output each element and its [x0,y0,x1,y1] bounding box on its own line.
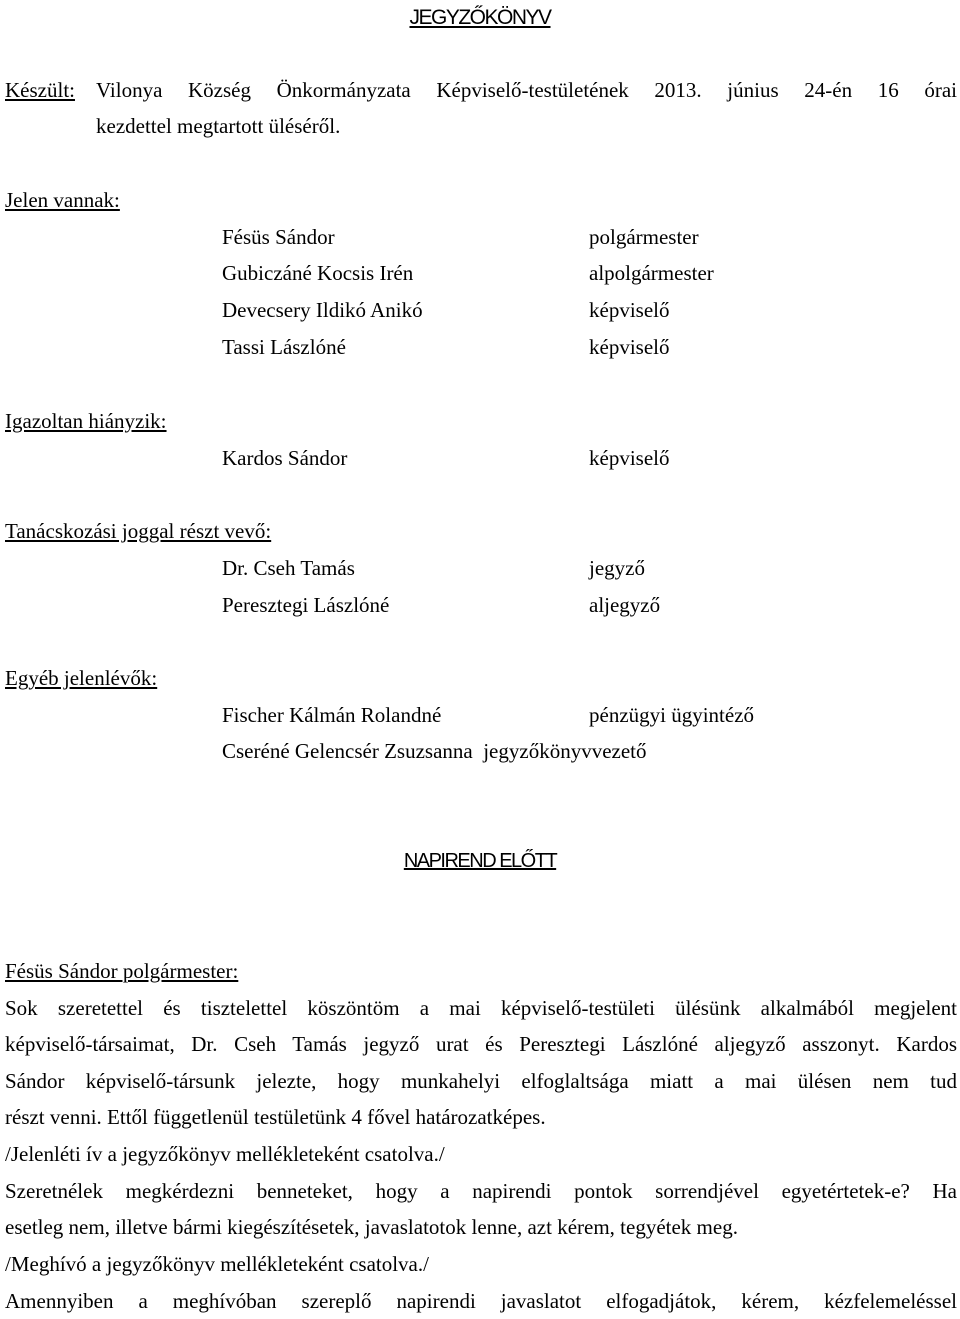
speech-line: részt venni. Ettől függetlenül testületünk 4 fővel határozatképes. [5,1105,546,1129]
attendee-role: polgármester [589,225,699,249]
attendee-role: alpolgármester [589,261,714,285]
egyeb-jelenlevok-label: Egyéb jelenlévők: [5,666,158,690]
speech-line: képviselő-társaimat, Dr. Cseh Tamás jegyző urat és Peresztegi Lászlóné aljegyző asszonyt. Kardos [5,1032,957,1056]
attendee-name: Devecsery Ildikó Anikó [222,298,423,322]
keszult-line-2: kezdettel megtartott üléséről. [96,114,341,138]
attendee-name: Gubiczáné Kocsis Irén [222,261,414,285]
absent-name: Kardos Sándor [222,446,348,470]
absent-role: képviselő [589,446,670,470]
jelen-vannak-label: Jelen vannak: [5,188,120,212]
other-present-name: Fischer Kálmán Rolandné [222,703,442,727]
advisor-name: Dr. Cseh Tamás [222,556,355,580]
document-title: JEGYZŐKÖNYV [409,6,551,29]
igazoltan-hianyzik-label: Igazoltan hiányzik: [5,409,167,433]
speech-line: Sok szeretettel és tisztelettel köszöntöm a mai képviselő-testületi ülésünk alkalmából megjelent [5,996,957,1020]
advisor-role: aljegyző [589,593,661,617]
speaker-label: Fésüs Sándor polgármester: [5,959,239,983]
attendee-role: képviselő [589,335,670,359]
keszult-label: Készült: [5,78,75,102]
tanacskozasi-label: Tanácskozási joggal részt vevő: [5,519,272,543]
speech-line: Sándor képviselő-társunk jelezte, hogy munkahelyi elfoglaltsága miatt a mai ülésen nem tud [5,1069,957,1093]
speech-line: Amennyiben a meghívóban szereplő napirendi javaslatot elfogadjátok, kérem, kézfelemeléssel [5,1289,957,1313]
speech-line: /Jelenléti ív a jegyzőkönyv mellékleteként csatolva./ [5,1142,445,1166]
attendee-role: képviselő [589,298,670,322]
attendee-name: Tassi Lászlóné [222,335,346,359]
speech-line: /Meghívó a jegyzőkönyv mellékleteként csatolva./ [5,1252,429,1276]
speech-line: Szeretnélek megkérdezni benneteket, hogy a napirendi pontok sorrendjével egyetértetek-e? Ha [5,1179,957,1203]
speech-line: esetleg nem, illetve bármi kiegészítésetek, javaslatotok lenne, azt kérem, tegyétek meg. [5,1215,738,1239]
advisor-role: jegyző [589,556,645,580]
section-title-napirend-elott: NAPIREND ELŐTT [403,850,557,872]
other-present-line: Cseréné Gelencsér Zsuzsanna jegyzőkönyvvezető [222,739,647,763]
attendee-name: Fésüs Sándor [222,225,335,249]
keszult-line-1: Vilonya Község Önkormányzata Képviselő-testületének 2013. június 24-én 16 órai [96,78,957,102]
advisor-name: Peresztegi Lászlóné [222,593,390,617]
other-present-role: pénzügyi ügyintéző [589,703,755,727]
